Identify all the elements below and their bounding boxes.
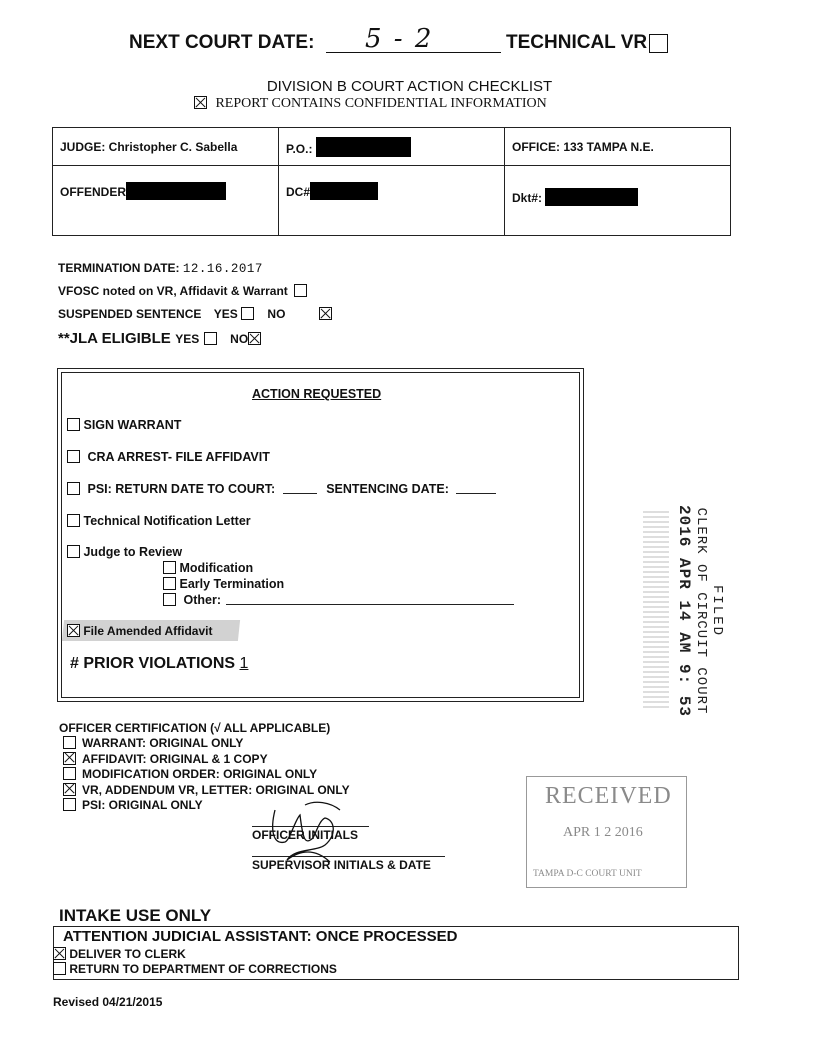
dc-cell — [279, 166, 505, 236]
modification-label: Modification — [179, 561, 254, 575]
officer-signature — [255, 790, 365, 880]
received-stamp-title: RECEIVED — [545, 783, 672, 809]
certification-item[interactable] — [63, 752, 268, 766]
action-cra-arrest[interactable] — [67, 450, 270, 464]
certification-item[interactable] — [63, 798, 203, 812]
dkt-cell — [505, 166, 731, 236]
prior-violations-row — [70, 655, 248, 673]
received-stamp-unit: TAMPA D-C COURT UNIT — [533, 869, 642, 879]
revised-date: Revised 04/21/2015 — [53, 995, 163, 1009]
dc-redaction — [310, 182, 378, 200]
sentencing-label: SENTENCING DATE: — [326, 482, 449, 496]
officer-initials-label: OFFICER INITIALS — [252, 828, 358, 842]
technical-vr-label: TECHNICAL VR — [506, 32, 648, 53]
suspended-no-checkbox[interactable] — [319, 307, 332, 320]
vfosc-label: VFOSC noted on VR, Affidavit & Warrant — [58, 284, 288, 298]
confidential-label: REPORT CONTAINS CONFIDENTIAL INFORMATION — [215, 96, 547, 111]
certification-checkbox[interactable] — [63, 752, 76, 765]
termination-row — [58, 261, 263, 276]
early-termination-checkbox[interactable] — [163, 577, 176, 590]
dc-label: DC# — [286, 185, 311, 199]
file-amended-checkbox[interactable] — [67, 624, 80, 637]
tech-letter-label: Technical Notification Letter — [83, 514, 251, 528]
action-other[interactable] — [163, 593, 514, 607]
other-label: Other: — [183, 593, 221, 607]
filed-stamp-line3: 2016 APR 14 AM 9: 53 — [675, 504, 693, 718]
judge-cell — [53, 128, 279, 166]
dkt-label: Dkt#: — [512, 191, 543, 205]
filed-stamp-faded — [643, 511, 669, 711]
prior-violations-value: 1 — [239, 655, 249, 672]
sentencing-date-field[interactable] — [456, 482, 496, 494]
po-cell — [279, 128, 505, 166]
certification-item[interactable] — [63, 767, 317, 781]
offender-cell — [53, 166, 279, 236]
file-amended-label: File Amended Affidavit — [83, 624, 213, 638]
confidential-row — [194, 94, 547, 112]
action-heading: ACTION REQUESTED — [252, 387, 382, 401]
office-cell — [505, 128, 731, 166]
certification-label: WARRANT: ORIGINAL ONLY — [82, 736, 244, 750]
suspended-yes-label: YES — [213, 307, 238, 321]
action-judge-review[interactable] — [67, 545, 182, 559]
intake-deliver-row[interactable] — [53, 947, 186, 961]
termination-label: TERMINATION DATE: — [58, 261, 180, 275]
action-sign-warrant[interactable] — [67, 418, 181, 432]
cra-arrest-label: CRA ARREST- FILE AFFIDAVIT — [87, 450, 270, 464]
judge-review-label: Judge to Review — [83, 545, 183, 559]
psi-label: PSI: RETURN DATE TO COURT: — [87, 482, 276, 496]
intake-return-row[interactable] — [53, 962, 337, 976]
filed-stamp-line1: FILED — [709, 584, 725, 637]
deliver-to-clerk-checkbox[interactable] — [53, 947, 66, 960]
certification-label: VR, ADDENDUM VR, LETTER: ORIGINAL ONLY — [82, 782, 350, 797]
filed-stamp — [635, 486, 725, 736]
sign-warrant-checkbox[interactable] — [67, 418, 80, 431]
jla-yes-checkbox[interactable] — [204, 332, 217, 345]
psi-checkbox[interactable] — [67, 482, 80, 495]
jla-no-label: NO — [230, 332, 249, 346]
cra-arrest-checkbox[interactable] — [67, 450, 80, 463]
modification-checkbox[interactable] — [163, 561, 176, 574]
prior-violations-label: # PRIOR VIOLATIONS — [70, 655, 236, 672]
next-court-date-value: 5 - 2 — [365, 24, 434, 54]
offender-label: OFFENDER — [60, 185, 126, 199]
other-field[interactable] — [226, 593, 514, 605]
po-redaction — [316, 137, 411, 157]
return-to-doc-checkbox[interactable] — [53, 962, 66, 975]
offender-redaction — [126, 182, 226, 200]
jla-no-checkbox[interactable] — [248, 332, 261, 345]
supervisor-initials-label: SUPERVISOR INITIALS & DATE — [252, 858, 431, 872]
confidential-checkbox[interactable] — [194, 96, 207, 109]
technical-vr-checkbox[interactable] — [649, 34, 668, 53]
sign-warrant-label: SIGN WARRANT — [83, 418, 182, 432]
certification-label: PSI: ORIGINAL ONLY — [82, 798, 203, 812]
case-info-table — [52, 127, 731, 236]
psi-return-date-field[interactable] — [283, 482, 317, 494]
certification-heading: OFFICER CERTIFICATION (√ ALL APPLICABLE) — [59, 721, 331, 735]
termination-value: 12.16.2017 — [182, 262, 263, 276]
action-psi[interactable] — [67, 482, 496, 496]
suspended-no-label: NO — [267, 307, 286, 321]
received-stamp-date: APR 1 2 2016 — [563, 825, 643, 840]
suspended-label: SUSPENDED SENTENCE — [58, 307, 202, 321]
vfosc-checkbox[interactable] — [294, 284, 307, 297]
next-court-date-label: NEXT COURT DATE: — [129, 32, 315, 53]
jla-row — [58, 330, 261, 348]
action-file-amended[interactable] — [67, 624, 212, 638]
vfosc-row — [58, 284, 307, 298]
received-stamp — [526, 776, 687, 888]
certification-label: AFFIDAVIT: ORIGINAL & 1 COPY — [82, 751, 268, 766]
early-termination-label: Early Termination — [179, 577, 285, 591]
other-checkbox[interactable] — [163, 593, 176, 606]
suspended-yes-checkbox[interactable] — [241, 307, 254, 320]
jla-label: **JLA ELIGIBLE — [58, 330, 171, 347]
deliver-to-clerk-label: DELIVER TO CLERK — [69, 947, 186, 961]
certification-checkbox[interactable] — [63, 798, 76, 811]
dkt-redaction — [545, 188, 638, 206]
certification-item[interactable] — [63, 736, 243, 750]
tech-letter-checkbox[interactable] — [67, 514, 80, 527]
jla-yes-label: YES — [175, 332, 200, 346]
po-label: P.O.: — [286, 141, 313, 156]
filed-stamp-line2: CLERK OF CIRCUIT COURT — [693, 507, 709, 715]
judge-review-checkbox[interactable] — [67, 545, 80, 558]
action-tech-letter[interactable] — [67, 514, 251, 528]
intake-heading: INTAKE USE ONLY — [59, 906, 212, 925]
suspended-row — [58, 307, 332, 321]
checklist-title: DIVISION B COURT ACTION CHECKLIST — [266, 78, 553, 95]
certification-checkbox[interactable] — [63, 783, 76, 796]
certification-checkbox[interactable] — [63, 736, 76, 749]
office-label: OFFICE: 133 TAMPA N.E. — [512, 139, 654, 154]
return-to-doc-label: RETURN TO DEPARTMENT OF CORRECTIONS — [69, 962, 337, 976]
judge-label: JUDGE: Christopher C. Sabella — [60, 139, 238, 154]
intake-attention: ATTENTION JUDICIAL ASSISTANT: ONCE PROCESSED — [63, 928, 458, 945]
certification-checkbox[interactable] — [63, 767, 76, 780]
action-early-termination[interactable] — [163, 577, 284, 591]
action-modification[interactable] — [163, 561, 253, 575]
certification-label: MODIFICATION ORDER: ORIGINAL ONLY — [82, 767, 318, 781]
